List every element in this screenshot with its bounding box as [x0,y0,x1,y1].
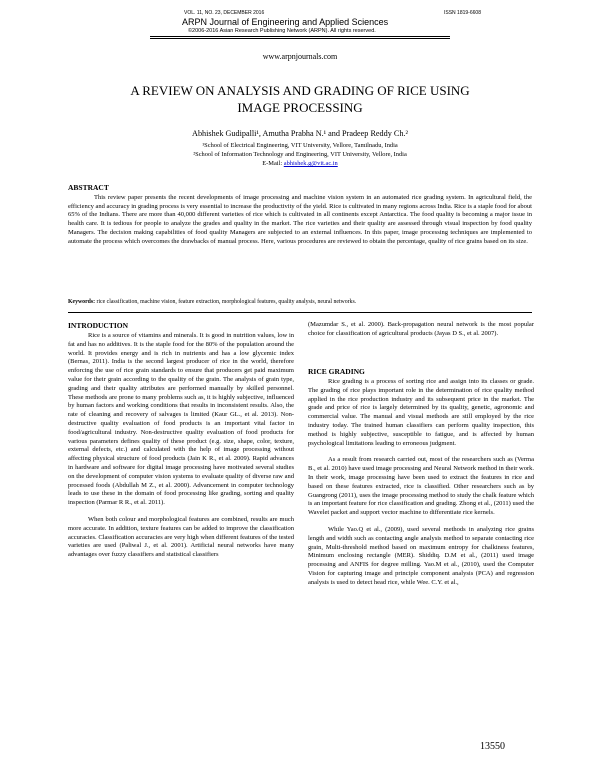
journal-name: ARPN Journal of Engineering and Applied Sciences [182,17,389,27]
keywords-list: rice classification, machine vision, feature extraction, morphological features, quality analysis, neural networks. [96,299,357,305]
rice-paragraph-1: Rice grading is a process of sorting rice and assign into its classes or grade. The grading of rice plays important role in the determination of rice quality method applied in the rice production industry and its subsequent price in the market. The grade and price of rice is largely determined by its quality, genetic, agronomic and commercial value. The manual and visual methods are still employed by the rice industry today. The trained human classifiers can perform quality inspection, this method is highly subjective, susceptible to fatigue, and is affected by human psychological limitations leading to erroneous judgment. [308,378,534,447]
introduction-body [68,332,294,560]
header-rule-2 [150,38,450,39]
title-line-1: A REVIEW ON ANALYSIS AND GRADING OF RICE USING [130,83,470,98]
rice-paragraph-3: While Yao.Q et al., (2009), used several methods in analyzing rice grains length and width such as contacting angle analysis method to separate contacting rice grain, Multi-threshold method based on maximum entropy for chalkiness features, Minimum enclosing rectangle (MER). Shiddiq. D.M et al., (2011) used image processing and ANFIS for degree milling. Yao.M et al., (2010), used the Computer Vision for capturing image and principle component analysis (PCA) and regression analysis is used to detect head rice, while Wee. C.Y. et al., [308,525,534,586]
keywords-label: Keywords: [68,299,96,305]
rice-paragraph-2: As a result from research carried out, most of the researchers such as (Verma B., et al. 2010) have used image processing and Neural Network method in their work. In their work, image processing have been used to extract the features in rice and based on these features extracted, rice is classified. Other researchers such as by Guangrong (2011), uses the image processing method to study the chalk feature which is an important feature for rice classification and grading. Zhong et al., (2011) used the Wavelet packet and support vector machine to differentiate rice kernels. [308,456,534,517]
email-label: E-Mail: [262,160,283,167]
rice-grading-body [308,378,534,588]
copyright-line: ©2006-2016 Asian Research Publishing Network (ARPN). All rights reserved. [188,28,376,34]
abstract-heading: ABSTRACT [68,183,109,192]
paper-title [80,82,520,116]
affiliation-1: ¹School of Electrical Engineering, VIT University, Vellore, Tamilnadu, India [202,142,398,149]
page-number: 13550 [480,741,505,752]
affiliation-2: ²School of Information Technology and Engineering, VIT University, Vellore, India [193,151,407,158]
keywords [68,299,532,305]
header-rule [150,36,450,37]
affiliations [140,141,460,168]
intro-paragraph-1: Rice is a source of vitamins and minerals. It is good in nutrition values, low in fat and has no additives. It is the staple food for the 80% of the population around the world. It provides energy and is rich in nutrients and has a low glycemic index (Bernas, 2011). India is the second largest producer of rice in the world, therefore enforcing the use of rice grain standards to ensure that producers get paid maximum value for their grain according to the quality of the grain. The analysis of grain type, grading and their quality attributes are performed manually by skilled personnel. These methods are prone to many problems such as, it is highly subjective, influenced by human factors and working conditions that results in inconsistent results. Also, the rate of cleaning and recovery of salvages is limited (Kaur GL., et al. 2013). Non-destructive quality evaluation of food products is an important vital factor in food/agricultural industry. Non-destructive quality evaluation of food products for various parameters defines quality of these product (e.g. size, shape, color, texture, external defects, etc.) and calculated with the help of image processing without affecting physical structure of food products (Jain K R., et al. 2009). Rapid advances in hardware and software for digital image processing have motivated several studies on the development of computer vision systems to evaluate quality of diverse raw and processed foods (Abdullah M Z., et al. 2000). Advancement in computer technology leads to use these in the domain of food processing like grading, sorting and quality inspection (Parmar R R., et al. 2011). [68,332,294,507]
introduction-heading: INTRODUCTION [68,321,129,330]
volume-info: VOL. 11, NO. 23, DECEMBER 2016 [184,10,265,16]
rice-grading-heading: RICE GRADING [308,367,365,376]
abstract-text: This review paper presents the recent developments of image processing and machine vision system in an automated rice grading system. In agricultural field, the efficiency and accuracy in grading process is very essential to increase the productivity of the yield. Rice is cultivated in many regions across India. Rice is a staple food for about 65% of the Indians. There are more than 40,000 different varieties of rice which is cultivated in all continents except Antarctica. The food quality is becoming a major issue in health care. It is tedious for people to analyze the grades and quality in the market. The rice varieties and their quality are assessed through visual inspection by food quality Managers. The decision making capabilities of food quality Managers are subjected to an external influences. In this paper, image processing techniques are implemented to automate the process which overcomes the drawbacks of manual process. Here, various procedures are reviewed to obtain the percentage, quality of rice grains based on its size. [68,194,532,245]
author-list: Abhishek Gudipalli¹, Amutha Prabha N.¹ and Pradeep Reddy Ch.² [192,129,408,138]
intro-paragraph-2: When both colour and morphological features are combined, results are much more accurate. In addition, texture features can be added to improve the classification accuracies. Classification accuracies are very high when different features of the tested varieties are used (Paliwal J., et al. 2001). Artificial neural networks have many advantages over fuzzy classifiers and statistical classifiers [68,515,294,559]
email-line [140,159,460,168]
email-link[interactable]: abhishek.g@vit.ac.in [283,160,338,167]
title-line-2: IMAGE PROCESSING [237,100,363,115]
issn: ISSN 1819-6608 [444,10,481,16]
intro-continuation: (Mazumdar S., et al. 2000). Back-propagation neural network is the most popular choice for classification of agricultural products (Jayas D S., et al. 2007). [308,321,534,337]
keywords-rule [68,312,532,313]
journal-website[interactable]: www.arpnjournals.com [262,52,338,61]
